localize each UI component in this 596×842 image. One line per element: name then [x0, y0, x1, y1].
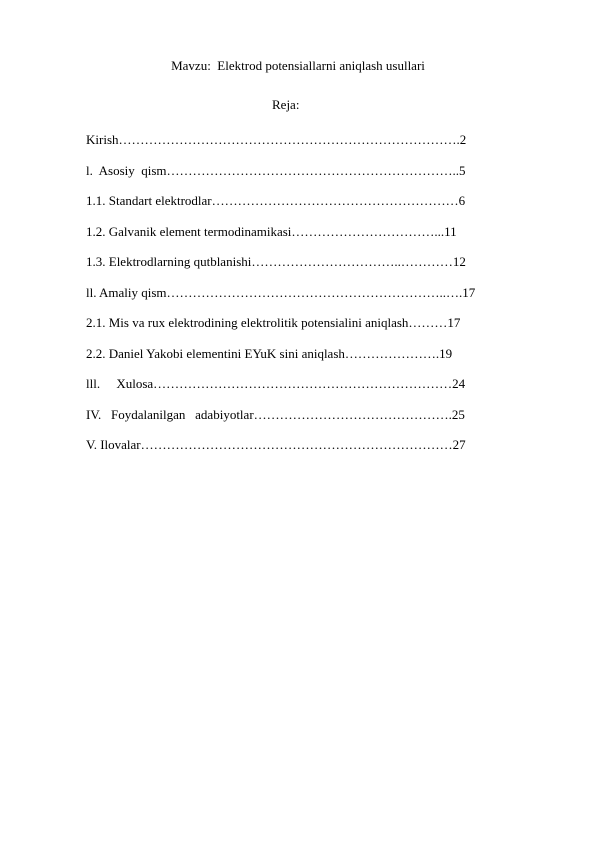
toc-entry-practical-part: ll. Amaliy qism………………………………………………………..….17: [86, 284, 476, 300]
toc-entry-standard-electrodes: 1.1. Standart elektrodlar…………………………………………………6: [86, 193, 466, 208]
toc-entry-galvanic-thermodynamics: 1.2. Galvanik element termodinamikasi……………………………...11: [86, 223, 457, 239]
table-of-contents: [86, 132, 498, 468]
toc-entry-main-part: l. Asosiy qism…………………………………………………………..5: [86, 162, 466, 178]
toc-entry-references: IV. Foydalanilgan adabiyotlar……………………………………….25: [86, 406, 465, 422]
toc-entry-appendices: V. Ilovalar………………………………………………………………27: [86, 437, 466, 452]
plan-heading: Reja:: [272, 97, 300, 112]
toc-entry-copper-zinc-potential: 2.1. Mis va rux elektrodining elektrolitik potensialini aniqlash………17: [86, 315, 461, 330]
toc-entry-daniel-jacobi-emf: 2.2. Daniel Yakobi elementini EYuK sini aniqlash………………….19: [86, 345, 453, 361]
toc-entry-introduction: Kirish…………………………………………………………………….2: [86, 132, 467, 147]
document-topic: Mavzu: Elektrod potensiallarni aniqlash usullari: [171, 58, 425, 73]
toc-entry-electrode-polarization: 1.3. Elektrodlarning qutblanishi……………………………..…………12: [86, 254, 466, 269]
toc-entry-conclusion: lll. Xulosa……………………………………………………………24: [86, 376, 466, 391]
